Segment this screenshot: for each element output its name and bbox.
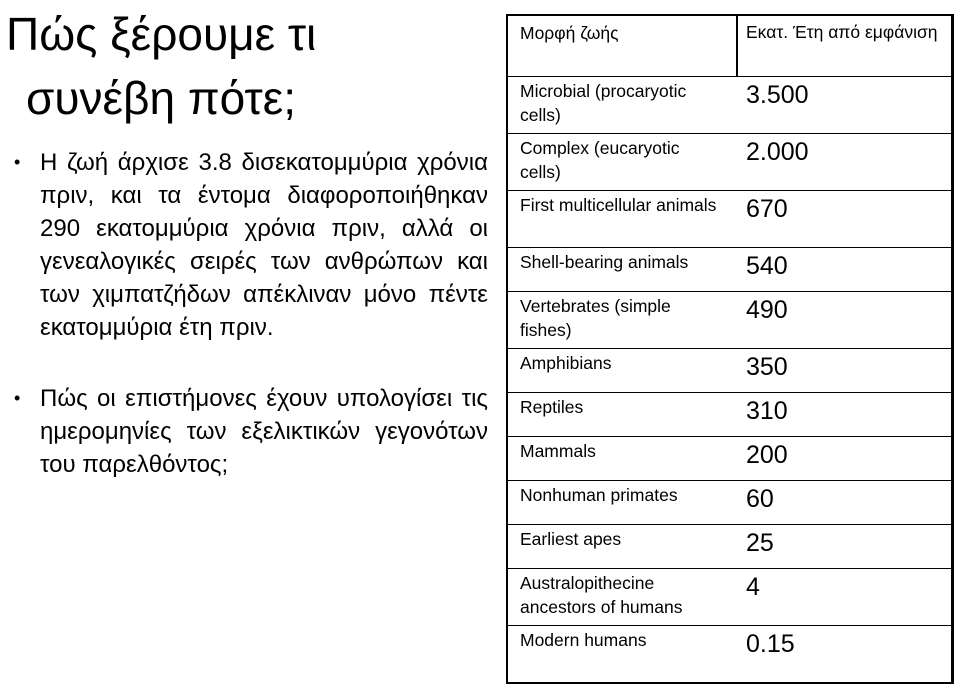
table-header-row xyxy=(508,16,951,76)
table-row xyxy=(508,480,951,525)
life-form-cell: Vertebrates (simple fishes) xyxy=(520,296,671,340)
life-form-cell: Modern humans xyxy=(520,630,647,650)
bullet-item xyxy=(10,382,488,481)
life-form-cell: Mammals xyxy=(520,441,596,461)
table-row xyxy=(508,436,951,481)
table-row xyxy=(508,190,951,248)
bullet-dot-icon: • xyxy=(14,152,21,172)
life-form-cell: Shell-bearing animals xyxy=(520,252,689,272)
life-form-cell: Reptiles xyxy=(520,397,584,417)
years-cell: 540 xyxy=(746,252,788,280)
table-row xyxy=(508,625,951,683)
bullet-item xyxy=(10,146,488,344)
life-form-cell: Amphibians xyxy=(520,353,612,373)
bullet-dot-icon: • xyxy=(14,388,21,408)
table-row xyxy=(508,291,951,349)
years-cell: 2.000 xyxy=(746,138,809,166)
table-row xyxy=(508,392,951,437)
table-row xyxy=(508,568,951,626)
years-cell: 3.500 xyxy=(746,81,809,109)
life-form-cell: Earliest apes xyxy=(520,529,622,549)
timeline-table xyxy=(506,14,954,684)
years-cell: 4 xyxy=(746,573,760,601)
years-cell: 200 xyxy=(746,441,788,469)
years-cell: 350 xyxy=(746,353,788,381)
header-life-form: Μορφή ζωής xyxy=(520,23,619,43)
life-form-cell: First multicellular animals xyxy=(520,195,717,215)
bullet-text: Πώς οι επιστήμονες έχουν υπολογίσει τις ημερομηνίες των εξελικτικών γεγονότων του παρελθόντος; xyxy=(40,385,488,478)
years-cell: 310 xyxy=(746,397,788,425)
table-row xyxy=(508,76,951,134)
life-form-cell: Nonhuman primates xyxy=(520,485,678,505)
bullet-list xyxy=(10,146,488,481)
years-cell: 60 xyxy=(746,485,774,513)
bullet-text: Η ζωή άρχισε 3.8 δισεκατομμύρια χρόνια πριν, και τα έντομα διαφοροποιήθηκαν 290 εκατομμύρια χρόνια πριν, αλλά οι γενεαλογικές σειρές των ανθρώπων και των χιμπατζήδων απέκλιναν μόνο πέντε εκατομμύρια έτη πριν. xyxy=(40,149,488,341)
years-cell: 490 xyxy=(746,296,788,324)
title-line-1: Πώς ξέρουμε τι xyxy=(6,8,317,60)
life-form-cell: Australopithecine ancestors of humans xyxy=(520,573,683,617)
table-row xyxy=(508,348,951,393)
life-form-cell: Complex (eucaryotic cells) xyxy=(520,138,680,182)
years-cell: 670 xyxy=(746,195,788,223)
years-cell: 25 xyxy=(746,529,774,557)
slide-title xyxy=(6,2,316,130)
table-row xyxy=(508,133,951,191)
table-row xyxy=(508,247,951,292)
table-row xyxy=(508,524,951,569)
years-cell: 0.15 xyxy=(746,630,795,658)
life-form-cell: Microbial (procaryotic cells) xyxy=(520,81,687,125)
title-line-2: συνέβη πότε; xyxy=(26,72,297,124)
header-years: Εκατ. Έτη από εμφάνιση xyxy=(746,22,938,42)
